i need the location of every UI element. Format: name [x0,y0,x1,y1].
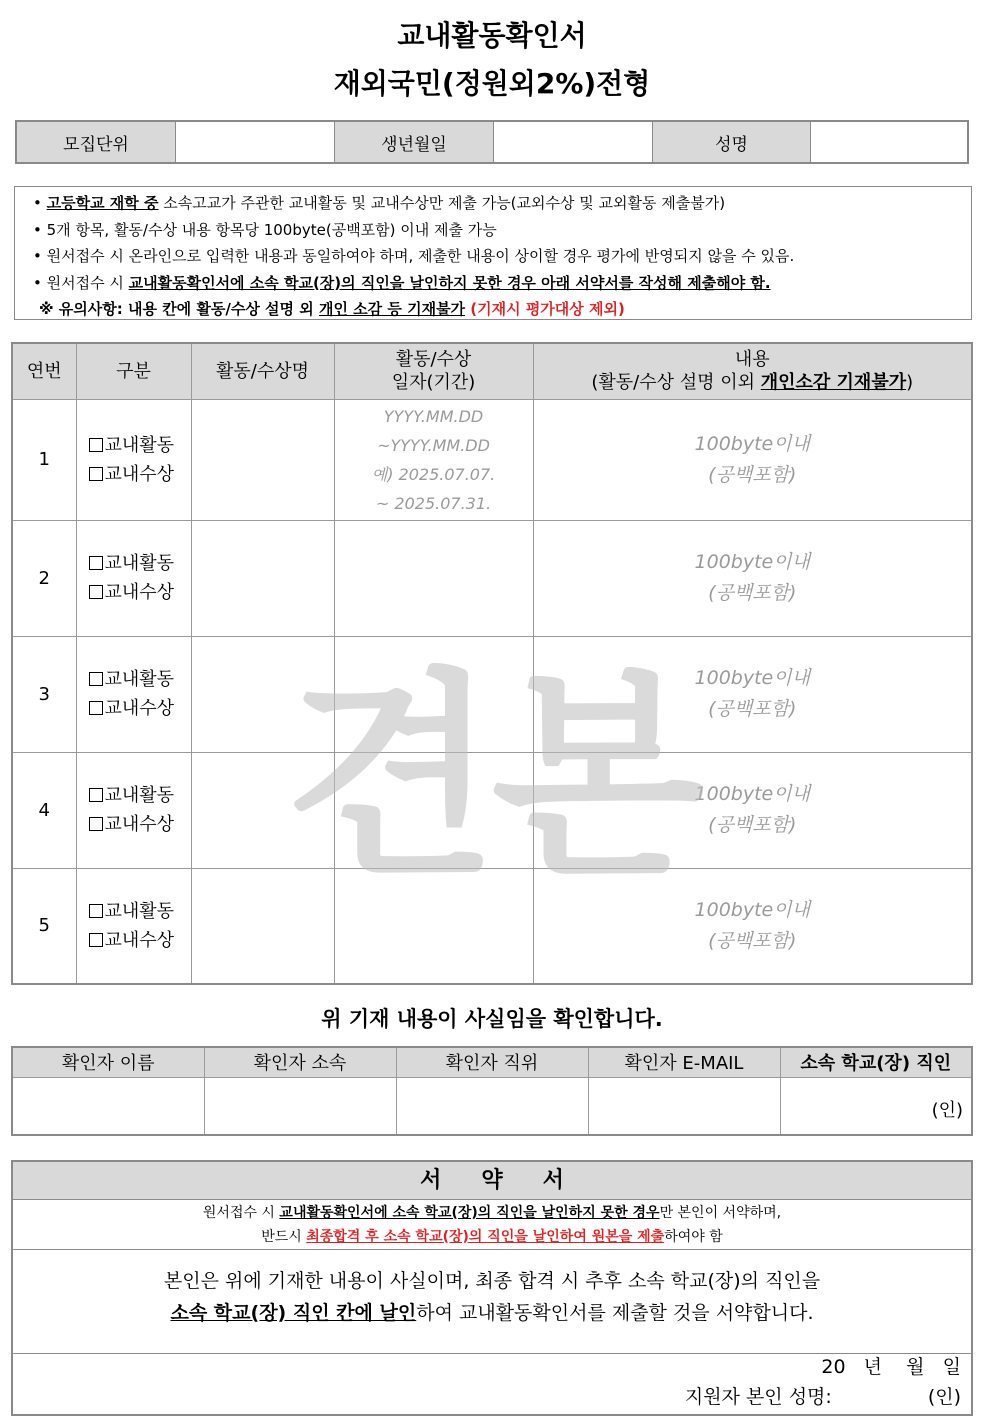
verifier-affiliation-field[interactable] [204,1077,396,1135]
pledge-statement: 본인은 위에 기재한 내용이 사실이며, 최종 합격 시 추후 소속 학교(장)의 직인을 소속 학교(장) 직인 칸에 날인하여 교내활동확인서를 제출할 것을 서약합니다. [13,1250,971,1354]
name-label: 성명 [653,122,811,162]
activity-name-cell[interactable] [191,752,334,868]
verifier-name-field[interactable] [12,1077,204,1135]
birth-field[interactable] [494,122,653,162]
row-number: 4 [12,752,76,868]
category-cell: 교내활동 교내수상 [76,868,191,984]
document-subtitle: 재외국민(정원외2%)전형 [333,67,651,100]
unit-field[interactable] [176,122,335,162]
document-title: 교내활동확인서 [397,19,587,52]
confirm-statement: 위 기재 내용이 사실임을 확인합니다. [321,1007,663,1031]
checkbox-school-award[interactable] [89,933,103,947]
pledge-date[interactable]: 20 년 월 일 [821,1356,961,1378]
content-cell[interactable]: 100byte이내 (공백포함) [533,636,972,752]
checkbox-school-award[interactable] [89,701,103,715]
checkbox-school-activity[interactable] [89,438,103,452]
applicant-info-row [15,120,969,164]
category-cell: 교내활동 교내수상 [76,399,191,520]
row-number: 3 [12,636,76,752]
activity-name-cell[interactable] [191,520,334,636]
applicant-signature[interactable]: 지원자 본인 성명: (인) [684,1386,961,1408]
header-name: 활동/수상명 [191,343,334,399]
category-cell: 교내활동 교내수상 [76,752,191,868]
checkbox-school-award[interactable] [89,817,103,831]
date-cell[interactable]: YYYY.MM.DD ~YYYY.MM.DD 예) 2025.07.07. ~ 2025.07.31. [334,399,533,520]
content-cell[interactable]: 100byte이내 (공백포함) [533,752,972,868]
row-number: 2 [12,520,76,636]
content-cell[interactable]: 100byte이내 (공백포함) [533,520,972,636]
header-category: 구분 [76,343,191,399]
pledge-signature-area [13,1354,971,1414]
header-school-seal: 소속 학교(장) 직인 [780,1047,972,1077]
pledge-section [11,1160,973,1416]
verifier-email-field[interactable] [588,1077,780,1135]
birth-label: 생년월일 [335,122,494,162]
date-cell[interactable] [334,868,533,984]
school-seal-field[interactable]: (인) [780,1077,972,1135]
activity-table [11,342,973,985]
table-row [12,399,972,520]
warning-note: ※ 유의사항: 내용 칸에 활동/수상 설명 외 개인 소감 등 기재불가 (기재시 평가대상 제외) [39,300,625,318]
header-verifier-name: 확인자 이름 [12,1047,204,1077]
note-4: • 원서접수 시 교내활동확인서에 소속 학교(장)의 직인을 날인하지 못한 경우 아래 서약서를 작성해 제출해야 함. [33,273,771,292]
table-row [12,752,972,868]
pledge-title: 서약서 [13,1162,971,1200]
header-date: 활동/수상 일자(기간) [334,343,533,399]
header-verifier-email: 확인자 E-MAIL [588,1047,780,1077]
content-cell[interactable]: 100byte이내 (공백포함) [533,868,972,984]
note-1: • 고등학교 재학 중 소속고교가 주관한 교내활동 및 교내수상만 제출 가능(교외수상 및 교외활동 제출불가) [33,194,726,212]
header-content: 내용 (활동/수상 설명 이외 개인소감 기재불가) [533,343,972,399]
header-verifier-affiliation: 확인자 소속 [204,1047,396,1077]
activity-name-cell[interactable] [191,636,334,752]
verifier-position-field[interactable] [396,1077,588,1135]
date-cell[interactable] [334,636,533,752]
checkbox-school-award[interactable] [89,585,103,599]
header-verifier-position: 확인자 직위 [396,1047,588,1077]
checkbox-school-activity[interactable] [89,672,103,686]
verifier-table [11,1046,973,1136]
checkbox-school-activity[interactable] [89,556,103,570]
row-number: 5 [12,868,76,984]
notes-box [14,186,972,320]
activity-name-cell[interactable] [191,399,334,520]
category-cell: 교내활동 교내수상 [76,636,191,752]
category-cell: 교내활동 교내수상 [76,520,191,636]
content-cell[interactable]: 100byte이내 (공백포함) [533,399,972,520]
name-field[interactable] [811,122,967,162]
date-cell[interactable] [334,520,533,636]
table-row [12,636,972,752]
checkbox-school-award[interactable] [89,467,103,481]
checkbox-school-activity[interactable] [89,904,103,918]
checkbox-school-activity[interactable] [89,788,103,802]
activity-name-cell[interactable] [191,868,334,984]
table-row [12,520,972,636]
pledge-instructions: 원서접수 시 교내활동확인서에 소속 학교(장)의 직인을 날인하지 못한 경우만 본인이 서약하며, 반드시 최종합격 후 소속 학교(장)의 직인을 날인하여 원본을 제출하여야 함 [13,1200,971,1250]
header-no: 연번 [12,343,76,399]
table-row [12,868,972,984]
date-cell[interactable] [334,752,533,868]
note-2: • 5개 항목, 활동/수상 내용 항목당 100byte(공백포함) 이내 제출 가능 [33,220,497,239]
sample-watermark: 견본 [285,650,699,906]
verifier-row [12,1077,972,1135]
note-3: • 원서접수 시 온라인으로 입력한 내용과 동일하여야 하며, 제출한 내용이 상이할 경우 평가에 반영되지 않을 수 있음. [33,247,795,265]
row-number: 1 [12,399,76,520]
unit-label: 모집단위 [17,122,176,162]
